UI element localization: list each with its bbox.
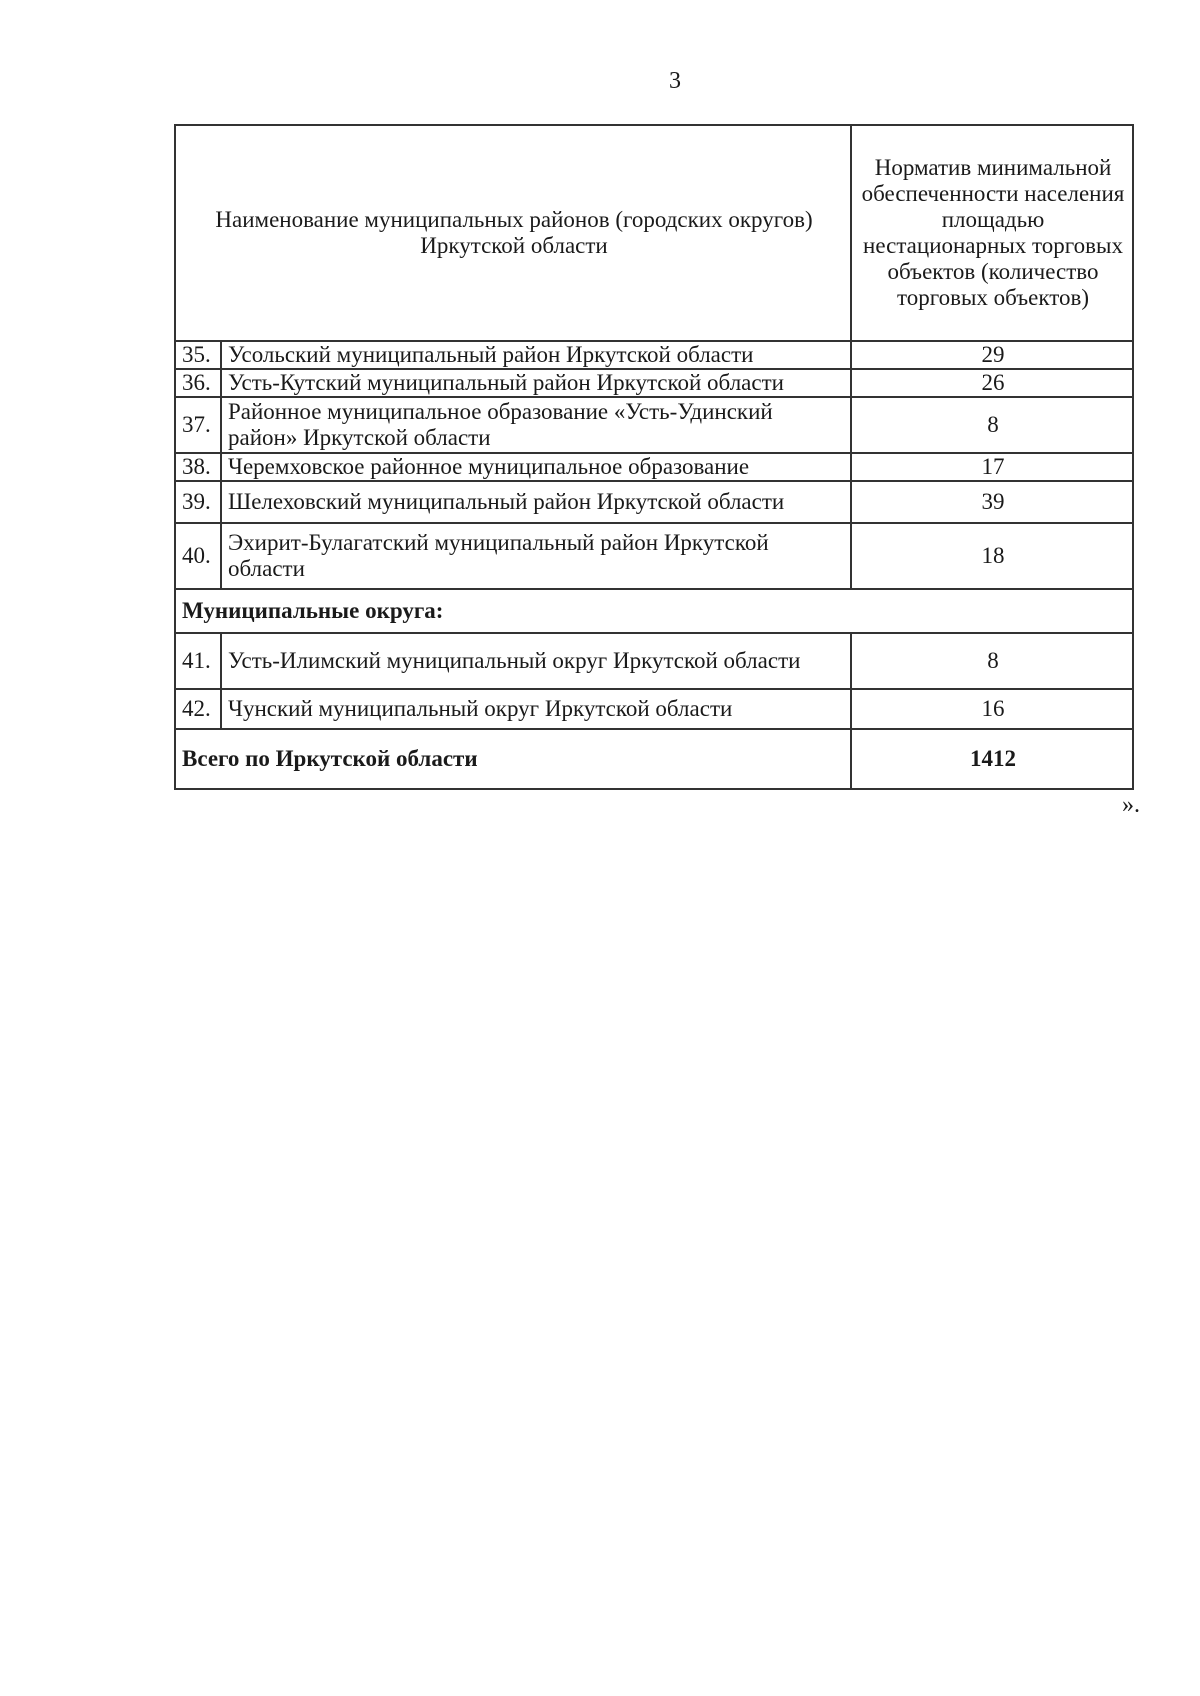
row-number: 42. [175,689,221,729]
row-name: Эхирит-Булагатский муниципальный район Иркутской области [221,523,851,589]
total-label: Всего по Иркутской области [175,729,851,789]
row-value: 29 [851,341,1133,369]
row-number: 39. [175,481,221,523]
row-value: 8 [851,633,1133,689]
row-name: Чунский муниципальный округ Иркутской области [221,689,851,729]
row-value: 17 [851,453,1133,481]
row-name: Усольский муниципальный район Иркутской области [221,341,851,369]
row-name: Усть-Кутский муниципальный район Иркутской области [221,369,851,397]
table-row [175,633,1133,689]
header-name-cell: Наименование муниципальных районов (городских округов) Иркутской области [175,125,851,341]
table-row [175,369,1133,397]
closing-quote: ». [1122,792,1140,818]
row-name: Шелеховский муниципальный район Иркутской области [221,481,851,523]
group-title: Муниципальные округа: [175,589,1133,633]
table-row [175,341,1133,369]
table-row [175,397,1133,453]
header-value-cell: Норматив минимальной обеспеченности населения площадью нестационарных торговых объектов (количество торговых объектов) [851,125,1133,341]
row-number: 35. [175,341,221,369]
row-name: Усть-Илимский муниципальный округ Иркутской области [221,633,851,689]
total-value: 1412 [851,729,1133,789]
row-number: 37. [175,397,221,453]
row-value: 16 [851,689,1133,729]
row-number: 40. [175,523,221,589]
row-number: 36. [175,369,221,397]
table-row [175,689,1133,729]
table-row [175,523,1133,589]
row-value: 18 [851,523,1133,589]
table-header-row [175,125,1133,341]
table-row [175,481,1133,523]
norm-table [174,124,1134,790]
row-name: Черемховское районное муниципальное образование [221,453,851,481]
row-number: 38. [175,453,221,481]
row-value: 26 [851,369,1133,397]
row-number: 41. [175,633,221,689]
total-row [175,729,1133,789]
table-row [175,453,1133,481]
row-name: Районное муниципальное образование «Усть-Удинский район» Иркутской области [221,397,851,453]
row-value: 8 [851,397,1133,453]
group-row [175,589,1133,633]
page-number: 3 [669,68,681,94]
row-value: 39 [851,481,1133,523]
